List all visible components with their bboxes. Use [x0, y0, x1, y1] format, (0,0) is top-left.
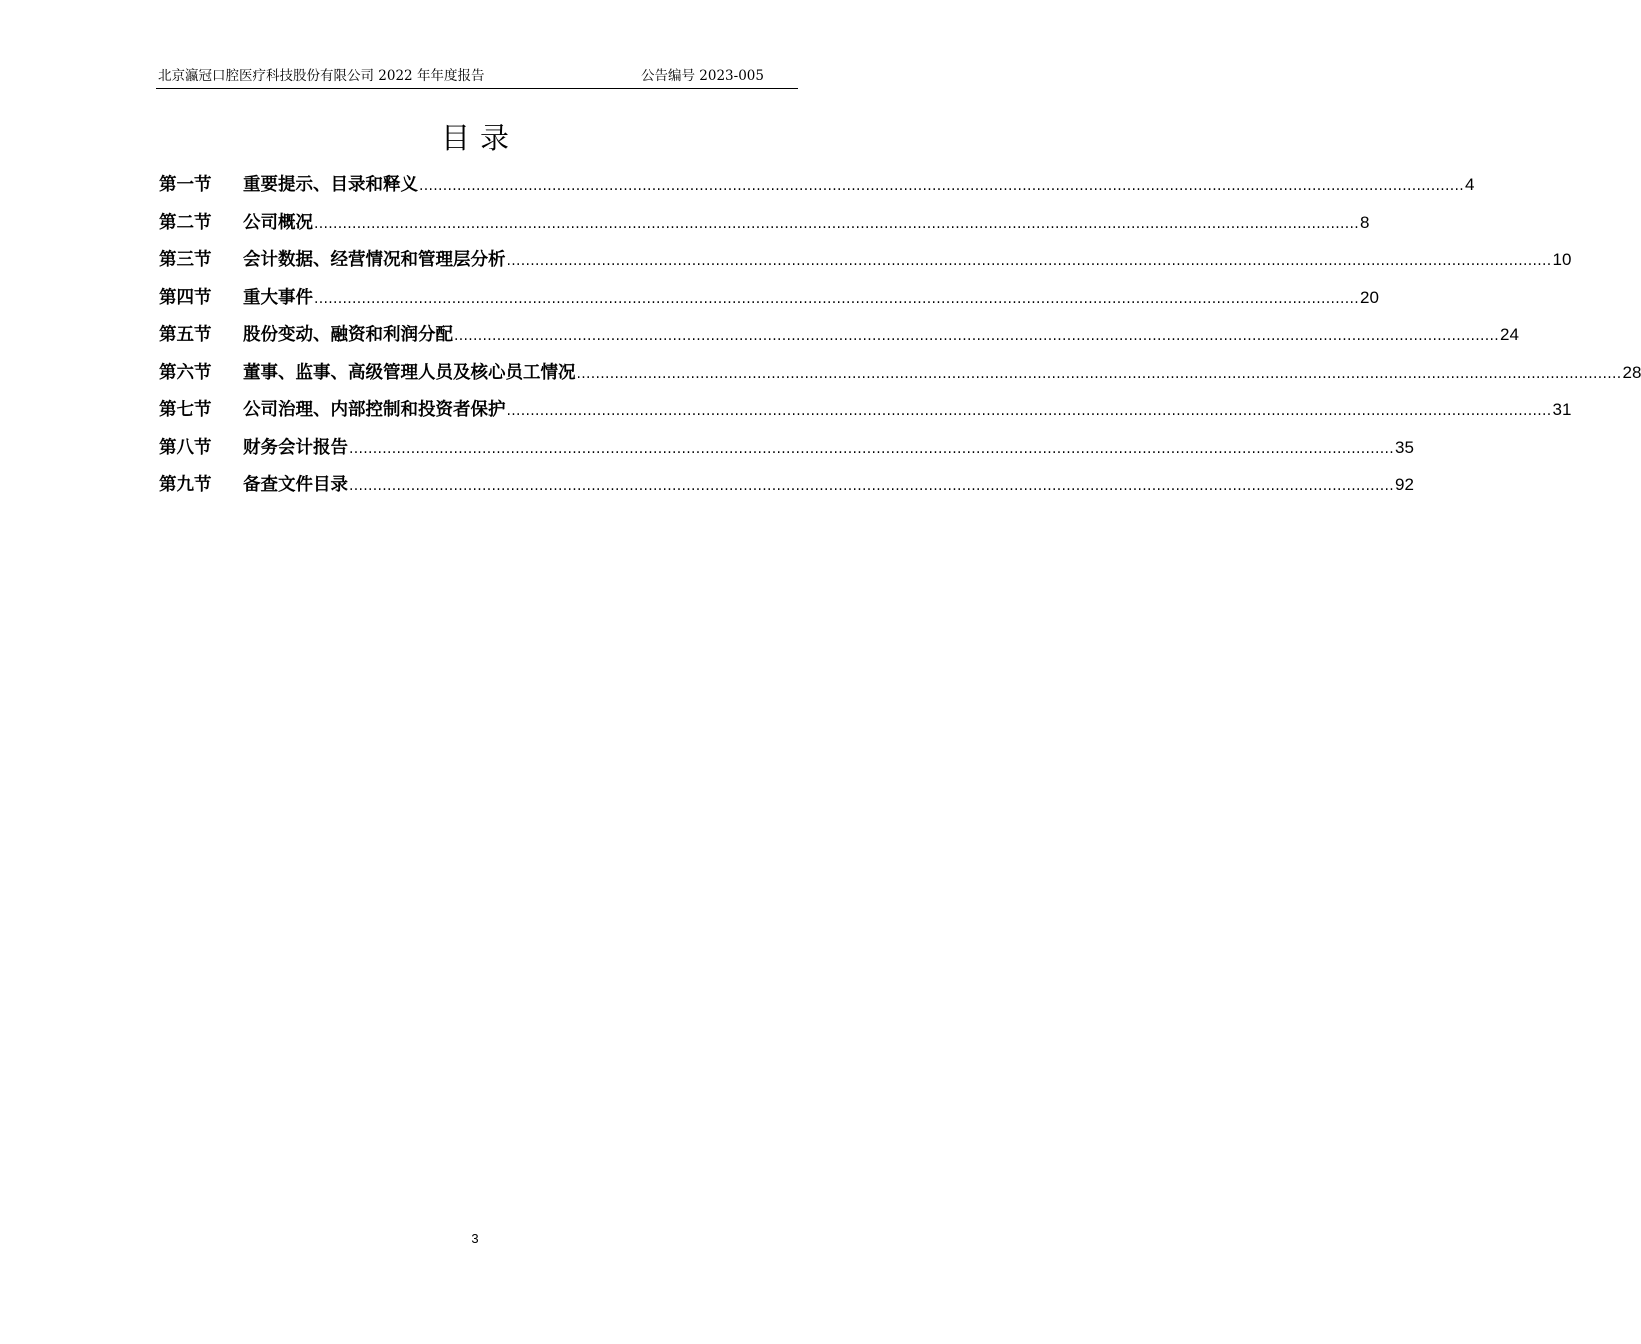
toc-section-number: 第一节	[159, 175, 212, 195]
toc-page-number: 35	[1395, 437, 1414, 457]
toc-page-number: 4	[1465, 175, 1475, 194]
toc-dot-leader: ............................................................................................................................................................................................................................	[506, 253, 1552, 269]
toc-entry[interactable]	[159, 433, 1414, 471]
toc-dot-leader: ............................................................................................................................................................................................................................	[576, 365, 1622, 382]
toc-entry[interactable]	[159, 245, 1572, 283]
toc-section-title: 重要提示、目录和释义	[243, 175, 418, 195]
toc-section-title: 备查文件目录	[243, 475, 348, 495]
toc-entry[interactable]	[159, 358, 1641, 396]
toc-entry[interactable]	[159, 395, 1572, 433]
toc-dot-leader: ............................................................................................................................................................................................................................	[314, 290, 1360, 307]
toc-section-title: 公司治理、内部控制和投资者保护	[243, 400, 506, 420]
toc-dot-leader: ............................................................................................................................................................................................................................	[506, 403, 1552, 419]
toc-page-number: 10	[1552, 250, 1572, 269]
toc-section-number: 第八节	[159, 437, 212, 458]
toc-section-title: 重大事件	[243, 287, 313, 308]
toc-dot-leader: ............................................................................................................................................................................................................................	[314, 215, 1360, 232]
toc-entry[interactable]	[159, 170, 1475, 208]
toc-section-number: 第六节	[159, 362, 212, 383]
toc-section-title: 财务会计报告	[243, 437, 348, 458]
toc-section-number: 第二节	[159, 212, 212, 233]
toc-entry[interactable]	[159, 208, 1370, 246]
toc-section-number: 第三节	[159, 250, 212, 270]
toc-title: 目录	[440, 121, 519, 155]
header-report-title: 北京瀛冠口腔医疗科技股份有限公司 2022 年年度报告	[158, 68, 485, 84]
page-header	[156, 66, 798, 89]
toc-dot-leader: ............................................................................................................................................................................................................................	[454, 328, 1500, 344]
toc-section-number: 第五节	[159, 325, 212, 345]
toc-page-number: 28	[1622, 362, 1641, 382]
toc-page-number: 8	[1360, 212, 1370, 232]
toc-dot-leader: ............................................................................................................................................................................................................................	[349, 478, 1395, 494]
toc-entry[interactable]	[159, 283, 1379, 321]
toc-entry[interactable]	[159, 320, 1519, 358]
toc-dot-leader: ............................................................................................................................................................................................................................	[419, 178, 1465, 194]
table-of-contents	[159, 170, 1641, 508]
toc-page-number: 31	[1552, 400, 1572, 419]
header-announcement-number: 公告编号 2023-005	[641, 68, 764, 84]
toc-page-number: 92	[1395, 475, 1414, 494]
toc-section-title: 公司概况	[243, 212, 313, 233]
toc-dot-leader: ............................................................................................................................................................................................................................	[349, 440, 1395, 457]
toc-section-title: 董事、监事、高级管理人员及核心员工情况	[243, 362, 576, 383]
toc-section-number: 第四节	[159, 287, 212, 308]
toc-section-title: 股份变动、融资和利润分配	[243, 325, 453, 345]
toc-section-number: 第七节	[159, 400, 212, 420]
toc-page-number: 24	[1500, 325, 1519, 344]
page-number: 3	[471, 1231, 479, 1246]
toc-section-title: 会计数据、经营情况和管理层分析	[243, 250, 506, 270]
toc-page-number: 20	[1360, 287, 1379, 307]
toc-entry[interactable]	[159, 470, 1414, 508]
toc-section-number: 第九节	[159, 475, 212, 495]
